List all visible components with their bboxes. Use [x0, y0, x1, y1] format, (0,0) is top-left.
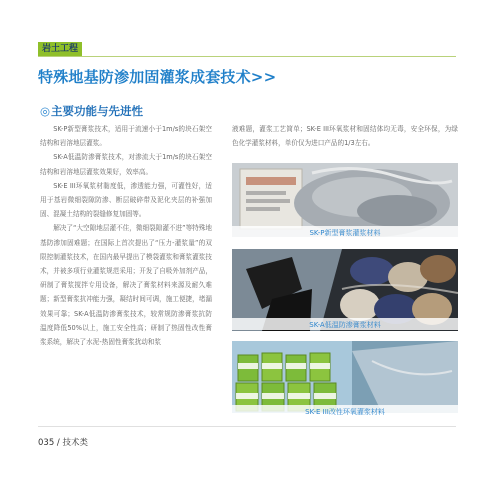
category-tab: 岩土工程	[38, 42, 82, 57]
header-divider	[38, 56, 456, 57]
body-text-left-column	[40, 122, 212, 349]
paragraph-sk-p: SK-P新型膏浆技术，适用于流速小于1m/s的块石架空结构和岩溶地层灌浆。	[40, 125, 212, 148]
circle-icon: ◎	[40, 104, 51, 118]
page-number: 035 / 技术类	[38, 438, 88, 448]
photo-caption-sk-p: SK-P新型膏浆灌浆材料	[309, 229, 381, 237]
epoxy-buckets-photo	[232, 341, 458, 413]
body-text-right-column	[232, 122, 458, 150]
paragraph-innovation: 解决了“大空隙地层灌不住，微细裂隙灌不进”等特殊地基防渗加固难题；在国际上首次提出了“压力-灌浆量”的双限控制灌浆技术，在国内最早提出了模袋灌浆和膏浆灌浆技术，并被多项行业灌浆规范采用；开发了自吸外加剂产品，研制了膏浆搅拌专用设备，解决了膏浆材料来源及耐久难题；新型膏浆抗冲能力强，凝结时间可调，施工便捷，堵漏效果可靠；SK-A低温防渗膏浆技术，较常规防渗膏浆抗防温度降低50%以上，施工安全性高；研制了热固性改性膏浆系统，解决了水泥-热固性膏浆扰动和浆	[40, 224, 212, 347]
section-heading	[40, 103, 143, 119]
page-title: 特殊地基防渗加固灌浆成套技术>>	[38, 68, 277, 86]
section-heading-text: 主要功能与先进性	[51, 104, 144, 118]
paragraph-sk-e: SK-E III环氧浆材黏度低，渗透能力强，可灌性好，适用于基岩微细裂隙防渗、断层破碎带及泥化夹层的补强加固、混凝土结构的裂缝修复加固等。	[40, 181, 212, 219]
paragraph-continuation: 液难题，灌浆工艺简单；SK-E III环氧浆材和固结体均无毒，安全环保，为绿色化学灌浆材料，单价仅为进口产品的1/3左右。	[232, 125, 458, 148]
photo-caption-sk-a: SK-A低温防渗膏浆材料	[309, 321, 381, 329]
footer-divider	[38, 426, 456, 427]
photo-caption-sk-e: SK-E III改性环氧灌浆材料	[305, 408, 385, 416]
paragraph-sk-a: SK-A低温防渗膏浆技术，对渗流大于1m/s的块石架空结构和岩溶地层灌浆效果好，效率高。	[40, 153, 212, 176]
